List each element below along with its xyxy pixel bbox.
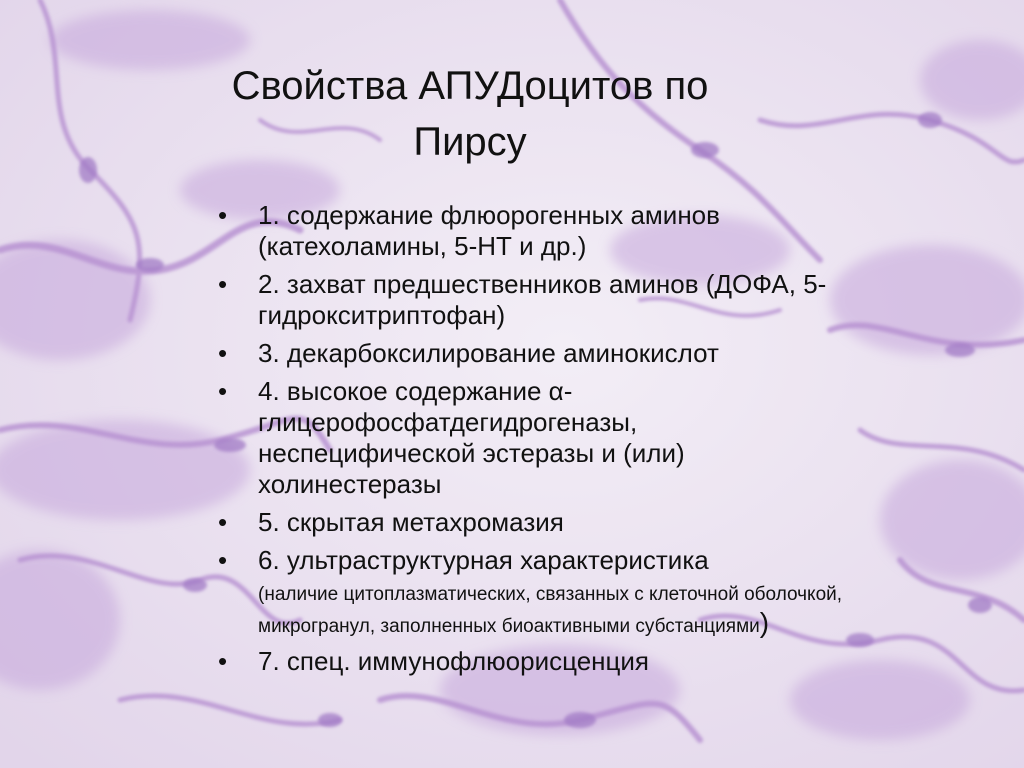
list-item [215,269,855,331]
list-item-text: 3. декарбоксилирование аминокислот [258,338,719,368]
title-line-2: Пирсу [413,120,527,164]
list-item-detail-close: ) [759,607,770,638]
list-item [215,507,855,538]
bullet-icon: • [218,646,228,676]
bullet-icon: • [218,507,228,537]
list-item [215,200,855,262]
list-item-text: 5. скрытая метахромазия [258,507,564,537]
property-list [215,200,855,684]
list-item [215,646,855,677]
slide-title [170,58,770,170]
bullet-icon: • [218,338,228,368]
list-item-text: 6. ультраструктурная характеристика [258,545,709,575]
list-item-text: 4. высокое содержание α-глицерофосфатдегидрогеназы, неспецифической эстеразы и (или) холинестеразы [258,376,685,499]
bullet-icon: • [218,376,228,406]
list-item-text: 2. захват предшественников аминов (ДОФА, 5-гидрокситриптофан) [258,269,827,330]
bullet-icon: • [218,545,228,575]
list-item [215,376,855,500]
list-item [215,545,855,639]
bullet-icon: • [218,269,228,299]
list-item [215,338,855,369]
list-item-text: 1. содержание флюорогенных аминов (катехоламины, 5-НТ и др.) [258,200,720,261]
list-item-text: 7. спец. иммунофлюорисценция [258,646,650,676]
list-item-detail: (наличие цитоплазматических, связанных с клеточной оболочкой, микрогранул, заполненных биоактивными субстанциями [258,584,843,637]
bullet-icon: • [218,200,228,230]
title-line-1: Свойства АПУДоцитов по [231,64,709,108]
